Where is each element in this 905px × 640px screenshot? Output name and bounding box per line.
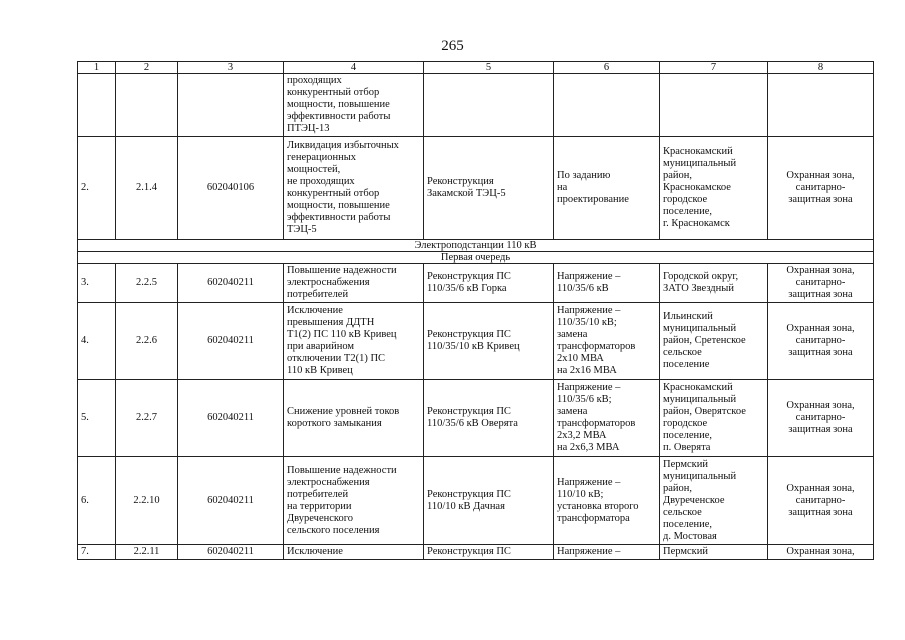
cell-line: Реконструкция ПС [427,488,511,500]
zone-cell [768,457,874,545]
cell-line: сельское [663,506,702,518]
cell-line: Охранная зона, [786,546,855,557]
cell-line: городское [663,194,708,205]
cell-line: ЗАТО Звездный [663,283,734,294]
code-cell: 2.2.7 [116,380,178,457]
code-cell: 2.2.5 [116,264,178,303]
row-number-cell: 2. [78,137,116,240]
cell-line: Охранная зона, [786,400,855,411]
section-heading: Электроподстанции 110 кВ [78,240,874,252]
column-header: 4 [284,62,424,74]
object-id-cell: 602040211 [178,264,284,303]
parameters-cell [554,457,660,545]
object-name-cell [424,545,554,560]
cell-line: Напряжение – [557,271,621,282]
cell-line: д. Мостовая [663,530,717,542]
cell-line: Охранная зона, [786,265,855,276]
table-row [78,137,874,240]
cell-line: 110/35/10 кВ Кривец [427,341,520,352]
cell-line: Снижение уровней токов [287,406,400,417]
cell-line: муниципальный [663,394,737,405]
cell-line: на 2х6,3 МВА [557,442,620,453]
parameters-cell [554,380,660,457]
cell-line: Напряжение – [557,382,621,393]
cell-line: поселение, [663,206,713,217]
cell-line: муниципальный [663,470,737,482]
row-number-cell: 6. [78,457,116,545]
row-number-cell: 7. [78,545,116,560]
cell-line: муниципальный [663,323,737,334]
subsection-heading-row [78,252,874,264]
location-cell [660,264,768,303]
code-cell: 2.2.11 [116,545,178,560]
cell-line: городское [663,418,708,429]
purpose-cell [284,457,424,545]
cell-line: 110/35/6 кВ Горка [427,283,507,294]
column-header: 6 [554,62,660,74]
cell-line: трансформаторов [557,341,636,352]
cell-line: 110/35/6 кВ; [557,394,612,405]
cell-line: По заданию [557,170,611,181]
table-row [78,545,874,560]
column-header: 1 [78,62,116,74]
cell-line: 110 кВ Кривец [287,365,353,376]
cell-line: потребителей [287,289,349,300]
cell-line: Реконструкция ПС [427,546,511,557]
cell-line: генерационных [287,152,357,163]
cell-line: электроснабжения [287,277,370,288]
cell-line: 110/35/6 кВ [557,283,609,294]
cell-line: сельское [663,347,702,358]
table-cell [554,74,660,137]
object-id-cell: 602040211 [178,303,284,380]
object-id-cell: 602040211 [178,457,284,545]
cell-line: ПТЭЦ-13 [287,123,330,134]
cell-line: эффективности работы [287,212,391,223]
table-row [78,264,874,303]
object-name-cell [424,264,554,303]
column-header: 7 [660,62,768,74]
object-name-cell [424,303,554,380]
cell-line: замена [557,329,588,340]
cell-line: на территории [287,500,352,512]
object-id-cell: 602040211 [178,380,284,457]
cell-line: Ильинский [663,311,713,322]
column-header: 3 [178,62,284,74]
cell-line: Напряжение – [557,546,621,557]
cell-line: защитная зона [788,289,853,300]
cell-line: Краснокамский [663,382,733,393]
cell-line: проходящих [287,75,342,86]
cell-line: отключении Т2(1) ПС [287,353,386,364]
table-cell [424,74,554,137]
code-cell: 2.2.10 [116,457,178,545]
cell-line: защитная зона [788,506,853,518]
cell-line: на 2х16 МВА [557,365,617,376]
cell-line: Охранная зона, [786,482,855,494]
cell-line: защитная зона [788,194,853,205]
table-body-top [78,74,874,240]
purpose-cell [284,380,424,457]
cell-line: трансформаторов [557,418,636,429]
purpose-cell [284,545,424,560]
cell-line: санитарно- [795,494,846,506]
cell-line: Реконструкция ПС [427,329,511,340]
cell-line: 110/10 кВ; [557,488,604,500]
zone-cell [768,303,874,380]
cell-line: при аварийном [287,341,355,352]
table-cell [78,74,116,137]
cell-line: Реконструкция ПС [427,406,511,417]
cell-line: Закамской ТЭЦ-5 [427,188,506,199]
cell-line: проектирование [557,194,629,205]
table-row [78,457,874,545]
zone-cell [768,264,874,303]
object-id-cell: 602040106 [178,137,284,240]
cell-line: 110/35/10 кВ; [557,317,617,328]
location-cell [660,137,768,240]
cell-line: установка второго [557,500,639,512]
cell-line: Краснокамское [663,182,731,193]
cell-line: поселение [663,359,710,370]
table-cell [768,74,874,137]
cell-line: Исключение [287,546,343,557]
zone-cell [768,380,874,457]
cell-line: конкурентный отбор [287,188,380,199]
cell-line: Пермский [663,546,708,557]
cell-line: ТЭЦ-5 [287,224,317,235]
cell-line: Повышение надежности [287,464,397,476]
table-cell [660,74,768,137]
cell-line: мощности, повышение [287,99,390,110]
cell-line: санитарно- [795,412,846,423]
cell-line: муниципальный [663,158,737,169]
cell-line: Двуреченского [287,512,353,524]
cell-line: санитарно- [795,182,846,193]
planning-table [77,61,874,560]
cell-line: г. Краснокамск [663,218,730,229]
purpose-cell [284,303,424,380]
cell-line: защитная зона [788,424,853,435]
location-cell [660,303,768,380]
cell-line: на [557,182,568,193]
parameters-cell [554,137,660,240]
cell-line: короткого замыкания [287,418,382,429]
cell-line: замена [557,406,588,417]
section-heading-row [78,240,874,252]
object-name-cell [424,137,554,240]
cell-line: Повышение надежности [287,265,397,276]
cell-line: п. Оверята [663,442,711,453]
cell-line: Пермский [663,458,708,470]
cell-line: район, Сретенское [663,335,746,346]
continuation-row [78,74,874,137]
zone-cell [768,137,874,240]
parameters-cell [554,303,660,380]
row-number-cell: 5. [78,380,116,457]
cell-line: эффективности работы [287,111,391,122]
cell-line: трансформатора [557,512,630,524]
cell-line: поселение, [663,430,713,441]
cell-line: 110/10 кВ Дачная [427,500,505,512]
purpose-cell [284,264,424,303]
cell-line: не проходящих [287,176,355,187]
object-id-cell: 602040211 [178,545,284,560]
cell-line: Реконструкция [427,176,494,187]
cell-line: Охранная зона, [786,170,855,181]
table-cell [116,74,178,137]
cell-line: электроснабжения [287,476,370,488]
cell-line: район, Оверятское [663,406,746,417]
column-header: 8 [768,62,874,74]
cell-line: мощности, повышение [287,200,390,211]
code-cell: 2.1.4 [116,137,178,240]
cell-line: санитарно- [795,277,846,288]
page-number: 265 [441,38,464,54]
cell-line: 2х10 МВА [557,353,604,364]
cell-line: потребителей [287,488,349,500]
object-name-cell [424,457,554,545]
object-name-cell [424,380,554,457]
cell-line: район, [663,482,693,494]
subsection-heading: Первая очередь [78,252,874,264]
column-header: 5 [424,62,554,74]
purpose-cell [284,137,424,240]
cell-line: защитная зона [788,347,853,358]
cell-line: Исключение [287,305,343,316]
zone-cell [768,545,874,560]
cell-line: мощностей, [287,164,341,175]
cell-line: превышения ДДТН [287,317,375,328]
cell-line: Двуреченское [663,494,725,506]
table-row [78,380,874,457]
cell-line: Напряжение – [557,476,621,488]
cell-line: Охранная зона, [786,323,855,334]
location-cell [660,545,768,560]
row-number-cell: 3. [78,264,116,303]
code-cell: 2.2.6 [116,303,178,380]
cell-line: поселение, [663,518,713,530]
cell-line: Напряжение – [557,305,621,316]
cell-line: 2х3,2 МВА [557,430,607,441]
cell-line: сельского поселения [287,524,380,536]
location-cell [660,457,768,545]
cell-line: санитарно- [795,335,846,346]
purpose-cell [284,74,424,137]
location-cell [660,380,768,457]
table-cell [178,74,284,137]
parameters-cell [554,264,660,303]
table-body-bottom [78,264,874,560]
cell-line: 110/35/6 кВ Оверята [427,418,518,429]
column-header: 2 [116,62,178,74]
cell-line: район, [663,170,693,181]
cell-line: Т1(2) ПС 110 кВ Кривец [287,329,397,340]
parameters-cell [554,545,660,560]
cell-line: Городской округ, [663,271,739,282]
cell-line: Ликвидация избыточных [287,140,399,151]
cell-line: Реконструкция ПС [427,271,511,282]
row-number-cell: 4. [78,303,116,380]
table-row [78,303,874,380]
column-number-row [78,62,874,74]
cell-line: Краснокамский [663,146,733,157]
cell-line: конкурентный отбор [287,87,380,98]
